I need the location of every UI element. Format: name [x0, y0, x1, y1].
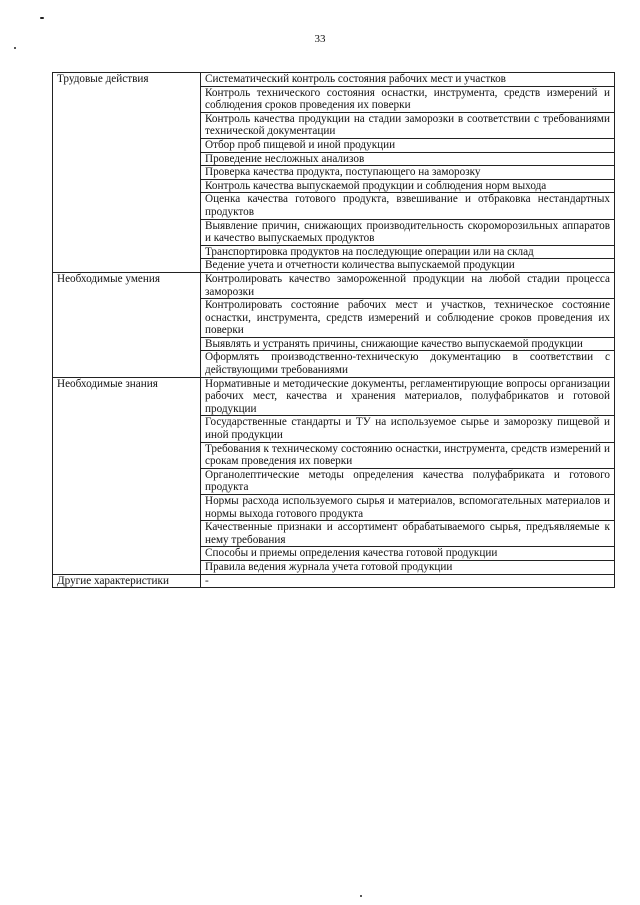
- section-item-text: Ведение учета и отчетности количества выпускаемой продукции: [201, 259, 615, 273]
- section-item-text: Проверка качества продукта, поступающего на заморозку: [201, 166, 615, 180]
- section-item-text: Контроль качества продукции на стадии заморозки в соответствии с требованиями технической документации: [201, 112, 615, 138]
- section-item-text: Требования к техническому состоянию оснастки, инструмента, средств измерений и срокам проведения их поверки: [201, 442, 615, 468]
- section-item-text: Способы и приемы определения качества готовой продукции: [201, 547, 615, 561]
- section-item-text: Контролировать состояние рабочих мест и участков, техническое состояние оснастки, инструмента, средств измерений и соблюдение сроков проведения их поверки: [201, 299, 615, 338]
- table-row: [53, 574, 615, 588]
- scan-speck: [40, 17, 44, 19]
- section-item-text: Контролировать качество замороженной продукции на любой стадии процесса заморозки: [201, 272, 615, 298]
- section-item-text: -: [201, 574, 615, 588]
- table-body: [53, 73, 615, 588]
- section-item-text: Нормативные и методические документы, регламентирующие вопросы организации рабочих мест, качества и хранения материалов, полуфабрикатов и готовой продукции: [201, 377, 615, 416]
- section-item-text: Правила ведения журнала учета готовой продукции: [201, 560, 615, 574]
- section-item-text: Оформлять производственно-техническую документацию в соответствии с действующими требованиями: [201, 351, 615, 377]
- section-item-text: Контроль технического состояния оснастки, инструмента, средств измерений и соблюдения сроков проведения их поверки: [201, 86, 615, 112]
- section-item-text: Качественные признаки и ассортимент обрабатываемого сырья, предъявляемые к нему требования: [201, 521, 615, 547]
- section-label: Другие характеристики: [53, 574, 201, 588]
- section-item-text: Выявлять и устранять причины, снижающие качество выпускаемой продукции: [201, 337, 615, 351]
- section-item-text: Оценка качества готового продукта, взвешивание и отбраковка нестандартных продуктов: [201, 193, 615, 219]
- table-row: [53, 377, 615, 416]
- scan-speck: [14, 47, 16, 49]
- section-label: Необходимые знания: [53, 377, 201, 574]
- professional-standard-table: [52, 72, 615, 588]
- section-item-text: Выявление причин, снижающих производительность скороморозильных аппаратов и качество выпускаемых продуктов: [201, 219, 615, 245]
- section-item-text: Проведение несложных анализов: [201, 152, 615, 166]
- section-item-text: Отбор проб пищевой и иной продукции: [201, 138, 615, 152]
- section-item-text: Систематический контроль состояния рабочих мест и участков: [201, 73, 615, 87]
- section-item-text: Государственные стандарты и ТУ на используемое сырье и заморозку пищевой и иной продукции: [201, 416, 615, 442]
- section-label: Трудовые действия: [53, 73, 201, 273]
- table-row: [53, 272, 615, 298]
- table-row: [53, 73, 615, 87]
- section-label: Необходимые умения: [53, 272, 201, 377]
- scan-speck: [360, 895, 362, 897]
- page-number: 33: [314, 33, 326, 45]
- section-item-text: Транспортировка продуктов на последующие операции или на склад: [201, 245, 615, 259]
- section-item-text: Контроль качества выпускаемой продукции и соблюдения норм выхода: [201, 179, 615, 193]
- section-item-text: Органолептические методы определения качества полуфабриката и готового продукта: [201, 468, 615, 494]
- section-item-text: Нормы расхода используемого сырья и материалов, вспомогательных материалов и нормы выхода готового продукта: [201, 495, 615, 521]
